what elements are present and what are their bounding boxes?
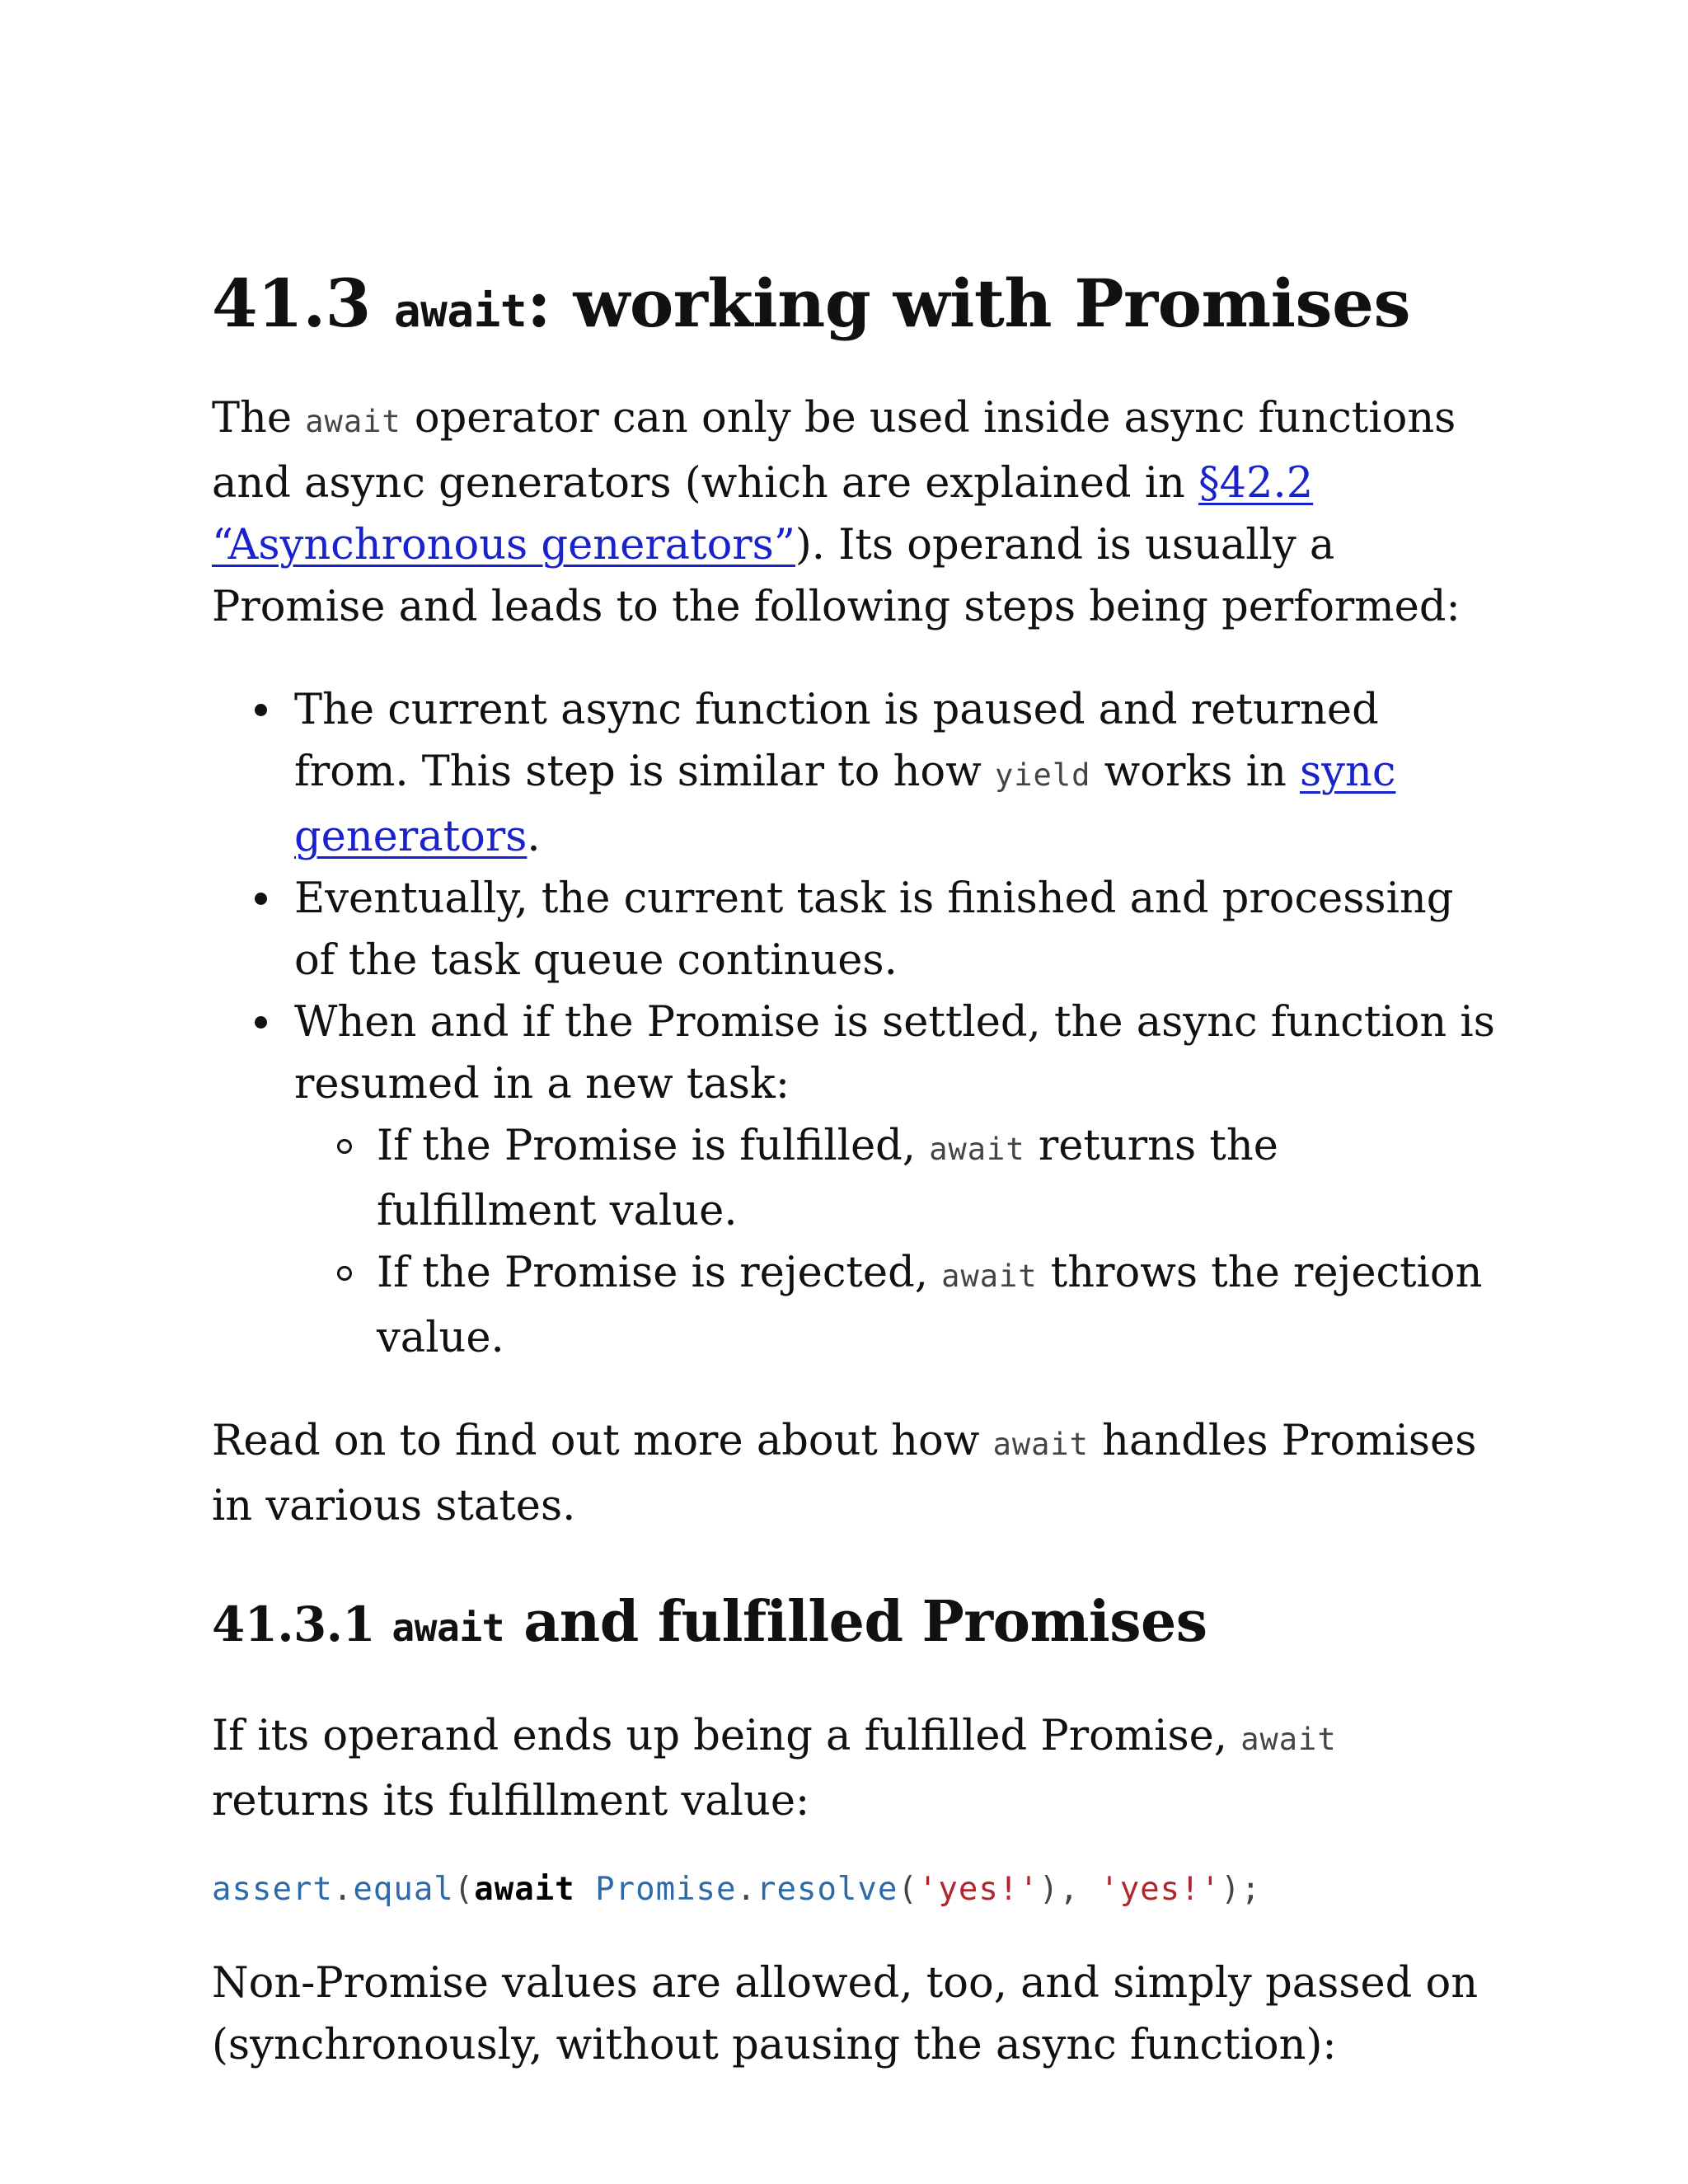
inline-code: await <box>929 1132 1025 1167</box>
bullet-icon <box>255 704 267 716</box>
section-heading-code: await <box>393 285 528 337</box>
inline-code: await <box>1240 1722 1337 1757</box>
circle-bullet-icon <box>337 1266 352 1281</box>
list-item: Eventually, the current task is finished and processing of the task queue continues. <box>212 868 1498 991</box>
subsection-number: 41.3.1 <box>212 1596 376 1652</box>
read-on-paragraph: Read on to find out more about how await handles Promises in various states. <box>212 1417 1477 1530</box>
await-steps-list <box>212 679 1498 1369</box>
document-page <box>212 247 1498 2076</box>
fulfilled-paragraph: If its operand ends up being a fulfilled Promise, await returns its fulfillment value: <box>212 1712 1337 1825</box>
list-item: If the Promise is fulfilled, await returns the fulfillment value. <box>294 1115 1498 1242</box>
subsection-heading <box>212 1577 1498 1667</box>
async-generators-link[interactable]: §42.2 “Asynchronous generators” <box>212 459 1314 569</box>
code-example: assert.equal(await Promise.resolve('yes!'), 'yes!'); <box>212 1871 1262 1908</box>
sync-generators-link[interactable]: sync generators <box>294 748 1396 861</box>
bullet-icon <box>255 893 267 905</box>
section-heading-text: : working with Promises <box>527 265 1411 342</box>
subsection-heading-code: await <box>392 1605 505 1650</box>
inline-code: yield <box>995 757 1091 793</box>
bullet-icon <box>255 1016 267 1029</box>
circle-bullet-icon <box>337 1139 352 1154</box>
section-number: 41.3 <box>212 265 371 342</box>
section-heading <box>212 254 1498 353</box>
settled-outcomes-list <box>294 1115 1498 1369</box>
intro-paragraph: The await operator can only be used inside async functions and async generators (which are explained in §42.2 “Asynchronous generators”). Its operand is usually a Promise and leads to the following steps being performed: <box>212 394 1461 631</box>
list-item: If the Promise is rejected, await throws the rejection value. <box>294 1242 1498 1369</box>
inline-code: await <box>941 1258 1038 1294</box>
list-item: When and if the Promise is settled, the async function is resumed in a new task: If the Promise is fulfilled, await returns the fulfillment value. If the Promise is rejected, await throws the rejection value. <box>212 991 1498 1369</box>
non-promise-paragraph: Non-Promise values are allowed, too, and simply passed on (synchronously, without pausing the async function): <box>212 1959 1479 2069</box>
inline-code: await <box>305 404 401 439</box>
subsection-heading-text: and fulfilled Promises <box>504 1589 1207 1655</box>
list-item: The current async function is paused and returned from. This step is similar to how yield works in sync generators. <box>212 679 1498 868</box>
inline-code: await <box>992 1427 1089 1462</box>
